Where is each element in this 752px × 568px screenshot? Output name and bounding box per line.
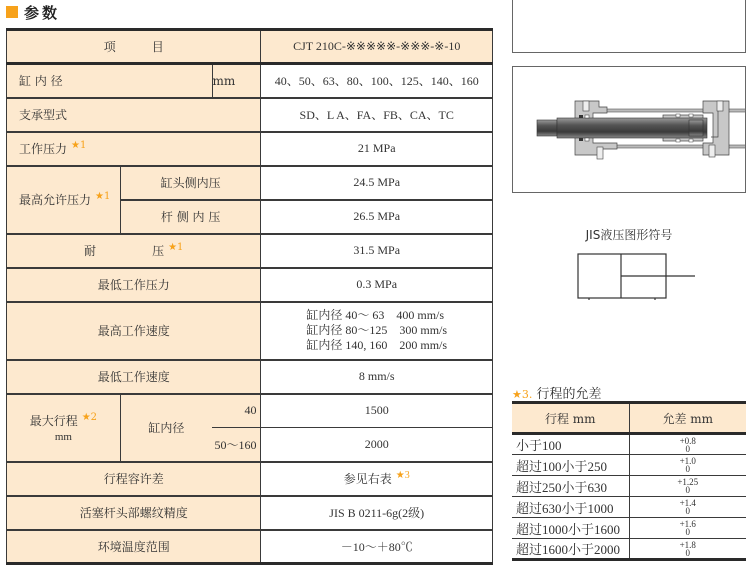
head-side-label: 缸头侧内压 bbox=[120, 166, 261, 200]
mounting-label: 支承型式 bbox=[7, 98, 261, 132]
max-stroke-label: 最大行程 $^{★2}$ mm bbox=[7, 394, 121, 462]
jis-symbol-title: JIS液压图形符号 bbox=[585, 228, 673, 242]
section-title bbox=[6, 2, 60, 22]
row-max-speed bbox=[7, 302, 493, 360]
table-row: 超过1600小于2000 +1.8 0 bbox=[512, 539, 746, 560]
max-speed-value bbox=[261, 302, 493, 360]
mounting-value: SD、L A、FA、FB、CA、TC bbox=[261, 98, 493, 132]
working-pressure-value: 21 MPa bbox=[261, 132, 493, 166]
thread-accuracy-value: JIS B 0211-6g(2级) bbox=[261, 496, 493, 530]
spec-table bbox=[6, 28, 493, 565]
note-star-icon: ★1 bbox=[71, 140, 87, 151]
min-working-pressure-value: 0.3 MPa bbox=[261, 268, 493, 302]
note-star-icon: ★3 bbox=[395, 470, 410, 481]
rod-side-value: 26.5 MPa bbox=[261, 200, 493, 234]
rod-side-label: 杆 侧 内 压 bbox=[120, 200, 261, 234]
product-image-placeholder bbox=[512, 0, 746, 53]
max-speed-line: 缸内径 140, 160 200 mm/s bbox=[306, 338, 448, 352]
stroke-tolerance-label: 行程容许差 bbox=[7, 462, 261, 496]
max-stroke-value-50-160: 2000 bbox=[261, 428, 493, 462]
tolerance-title: ★3. 行程的允差 bbox=[512, 387, 602, 402]
row-min-working-pressure bbox=[7, 268, 493, 302]
row-stroke-tolerance bbox=[7, 462, 493, 496]
max-stroke-value-40: 1500 bbox=[261, 394, 493, 428]
min-working-pressure-label: 最低工作压力 bbox=[7, 268, 261, 302]
max-speed-line: 缸内径 80～125 300 mm/s bbox=[306, 323, 448, 337]
row-thread-accuracy bbox=[7, 496, 493, 530]
head-side-value: 24.5 MPa bbox=[261, 166, 493, 200]
ambient-temp-label: 环境温度范围 bbox=[7, 530, 261, 564]
note-star-icon: ★2 bbox=[81, 412, 98, 423]
proof-pressure-label: 耐 压 $^{★1}$ bbox=[7, 234, 261, 268]
tolerance-header-allowance: 允差 mm bbox=[629, 403, 746, 434]
row-working-pressure bbox=[7, 132, 493, 166]
max-speed-label: 最高工作速度 bbox=[7, 302, 261, 360]
max-stroke-bore-50-160: 50～160 bbox=[212, 428, 261, 462]
stroke-tolerance-value: 参见右表 $^{★3}$ bbox=[261, 462, 493, 496]
table-row: 超过630小于1000 +1.4 0 bbox=[512, 497, 746, 518]
spec-header-row bbox=[7, 30, 493, 64]
tolerance-header-row bbox=[512, 403, 746, 434]
row-max-allowable-pressure-head bbox=[7, 166, 493, 200]
thread-accuracy-label: 活塞杆头部螺纹精度 bbox=[7, 496, 261, 530]
header-item-label: 项 目 bbox=[7, 30, 261, 64]
min-speed-label: 最低工作速度 bbox=[7, 360, 261, 394]
row-bore bbox=[7, 64, 493, 98]
table-row: 超过1000小于1600 +1.6 0 bbox=[512, 518, 746, 539]
tolerance-header-stroke: 行程 mm bbox=[512, 403, 629, 434]
hydraulic-cylinder-symbol-icon bbox=[575, 250, 699, 300]
table-row: 超过100小于250 +1.0 0 bbox=[512, 455, 746, 476]
header-model-code: CJT 210C-※※※※※-※※※-※-10 bbox=[261, 30, 493, 64]
cylinder-drawing-icon bbox=[513, 67, 745, 192]
min-speed-value: 8 mm/s bbox=[261, 360, 493, 394]
stroke-tolerance-table bbox=[512, 401, 746, 561]
table-row: 小于100 +0.8 0 bbox=[512, 434, 746, 455]
note-star-icon: ★1 bbox=[168, 242, 184, 253]
row-mounting bbox=[7, 98, 493, 132]
note-star-icon: ★3. bbox=[512, 388, 533, 401]
max-stroke-bore-label: 缸内径 bbox=[120, 394, 212, 462]
row-max-stroke-40 bbox=[7, 394, 493, 428]
bore-unit: mm bbox=[212, 64, 261, 98]
max-speed-line: 缸内径 40～ 63 400 mm/s bbox=[306, 308, 445, 322]
max-stroke-bore-40: 40 bbox=[212, 394, 261, 428]
section-title-text: 参数 bbox=[24, 3, 61, 22]
proof-pressure-value: 31.5 MPa bbox=[261, 234, 493, 268]
row-ambient-temp bbox=[7, 530, 493, 564]
row-min-speed bbox=[7, 360, 493, 394]
note-star-icon: ★1 bbox=[95, 191, 111, 202]
table-row: 超过250小于630 +1.25 0 bbox=[512, 476, 746, 497]
ambient-temp-value: －10～＋80℃ bbox=[261, 530, 493, 564]
max-allowable-pressure-label: 最高允许压力 $^{★1}$ bbox=[7, 166, 121, 234]
row-proof-pressure bbox=[7, 234, 493, 268]
section-square-icon bbox=[6, 6, 18, 18]
cylinder-cross-section-figure bbox=[512, 66, 746, 193]
bore-value: 40、50、63、80、100、125、140、160 bbox=[261, 64, 493, 98]
working-pressure-label: 工作压力 $^{★1}$ bbox=[7, 132, 261, 166]
bore-label: 缸 内 径 bbox=[7, 64, 213, 98]
